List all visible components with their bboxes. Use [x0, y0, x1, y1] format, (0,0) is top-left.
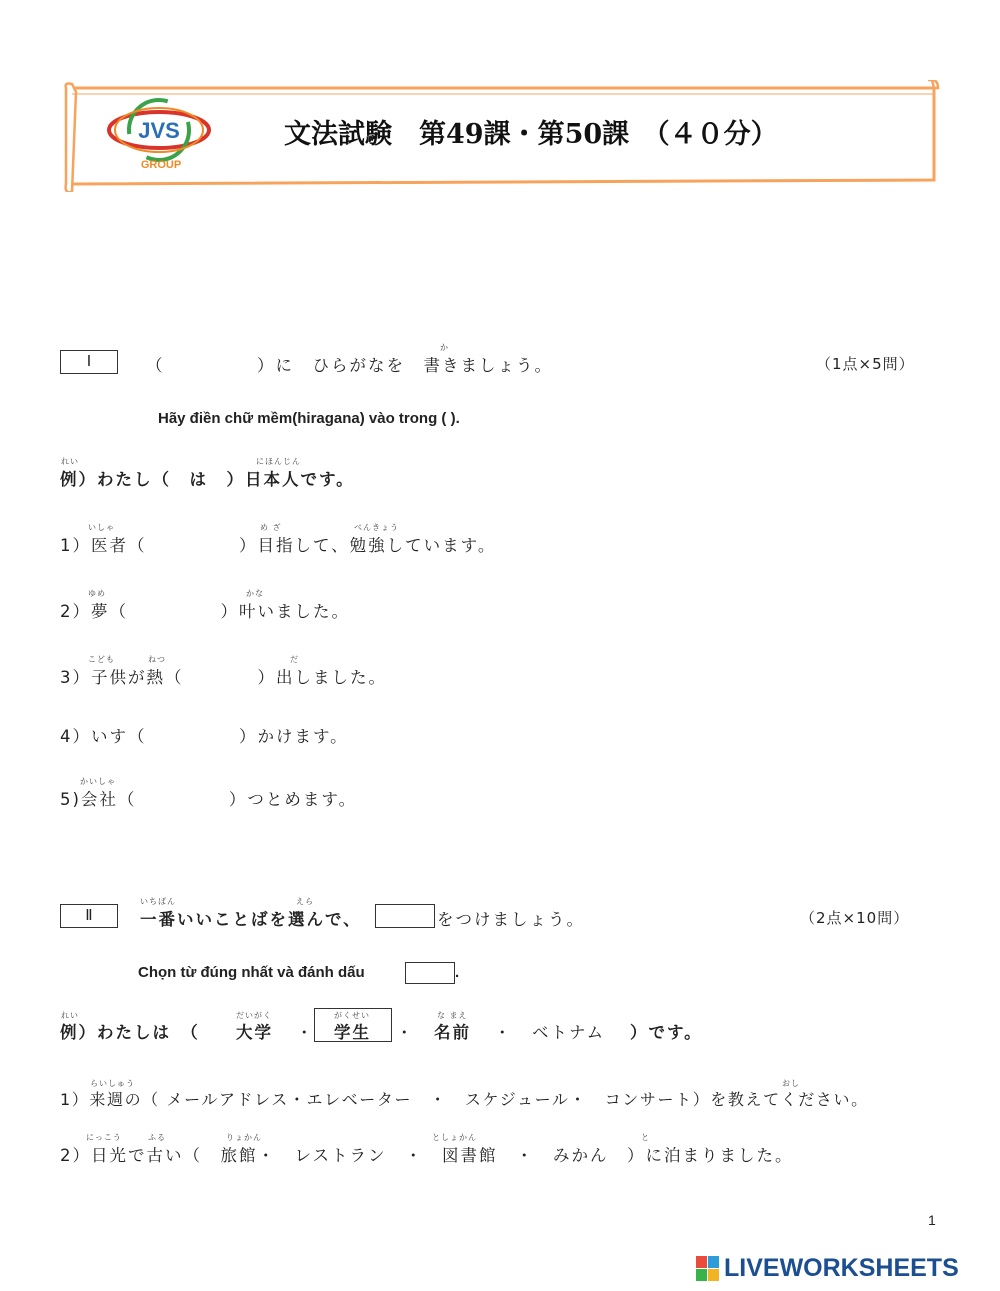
section-2-number: Ⅱ	[60, 904, 118, 928]
ruby: な まえ	[437, 1011, 468, 1020]
ruby-erabu: えら	[296, 897, 314, 906]
section-1-points: （1点×5問）	[816, 355, 915, 373]
example-2-opt3: 名前	[434, 1023, 471, 1042]
section-1-instruction: （ ）に ひらがなを 書きましょう。	[146, 356, 553, 375]
ruby: ねつ	[148, 655, 166, 664]
section-1-number: Ⅰ	[60, 350, 118, 374]
section-1-example: 例）わたし（ は ）日本人です。	[60, 470, 355, 489]
liveworksheets-logo-icon	[696, 1256, 720, 1282]
question-2-1: 1）来週の（ メールアドレス・エレベーター ・ スケジュール・ コンサート）を教えてください。	[60, 1090, 869, 1109]
ruby: れい	[61, 1011, 79, 1020]
example-2-opt4: ベトナム	[532, 1023, 606, 1042]
ruby-nihonjin: にほんじん	[256, 457, 301, 466]
ruby: にっこう	[86, 1133, 122, 1142]
ruby-rei: れい	[61, 457, 79, 466]
ruby: おし	[782, 1079, 800, 1088]
example-2-dot3: ・	[494, 1023, 513, 1042]
ruby: だいがく	[236, 1011, 272, 1020]
mark-box-sample-2	[405, 962, 455, 984]
section-2-instruction-a: 一番いいことばを選んで、	[140, 910, 362, 929]
question-1-1: 1）医者（ ）目指して、勉強しています。	[60, 536, 497, 555]
example-2-opt2: 学生	[334, 1023, 371, 1042]
page-number: 1	[928, 1212, 936, 1228]
ruby: かな	[246, 589, 264, 598]
example-2-prefix: 例）わたしは （	[60, 1023, 200, 1042]
choice-area-2-1[interactable]	[182, 1084, 762, 1108]
section-2-instruction-b: をつけましょう。	[437, 910, 585, 929]
ruby-kaki: か	[440, 343, 449, 352]
ruby: こども	[88, 655, 115, 664]
ruby: め ざ	[260, 523, 282, 532]
ruby: だ	[290, 655, 299, 664]
page-title: 文法試験 第49課・第50課 （４０分）	[284, 119, 778, 150]
example-2-suffix: ）です。	[630, 1023, 703, 1042]
question-1-4: 4）いす（ ）かけます。	[60, 727, 349, 746]
question-1-3: 3）子供が熱（ ）出しました。	[60, 668, 387, 687]
ruby: がくせい	[334, 1011, 370, 1020]
example-2-dot2: ・	[396, 1023, 415, 1042]
question-2-2: 2）日光で古い（ 旅館・ レストラン ・ 図書館 ・ みかん ）に泊まりました。	[60, 1146, 794, 1165]
answer-input-1-4[interactable]	[146, 721, 260, 743]
answer-input-1-3[interactable]	[186, 662, 262, 684]
ruby: としょかん	[432, 1133, 477, 1142]
section-2-vn-instruction: Chọn từ đúng nhất và đánh dấu	[138, 964, 365, 981]
section-1-vn-instruction: Hãy điền chữ mềm(hiragana) vào trong ( ).	[158, 410, 460, 427]
answer-input-1-1[interactable]	[148, 530, 230, 552]
ruby: りょかん	[226, 1133, 262, 1142]
ruby: ゆめ	[88, 589, 106, 598]
example-2-opt1: 大学	[236, 1023, 273, 1042]
ruby: いしゃ	[88, 523, 115, 532]
logo-text: JVS	[138, 118, 180, 143]
question-1-5: 5)会社（ ）つとめます。	[60, 790, 358, 809]
answer-input-1-2[interactable]	[130, 596, 222, 618]
example-2-dot1: ・	[296, 1023, 315, 1042]
mark-box-sample	[375, 904, 435, 928]
ruby: ふる	[148, 1133, 166, 1142]
ruby-ichiban: いちばん	[140, 897, 176, 906]
logo-sub-text: GROUP	[140, 159, 182, 171]
ruby: かいしゃ	[80, 777, 116, 786]
choice-area-2-2[interactable]	[218, 1140, 618, 1164]
ruby: と	[641, 1133, 650, 1142]
answer-input-1-5[interactable]	[136, 784, 232, 806]
section-2-points: （2点×10問）	[800, 909, 910, 927]
question-1-2: 2）夢（ ）叶いました。	[60, 602, 350, 621]
liveworksheets-text: LIVEWORKSHEETS	[724, 1254, 959, 1282]
ruby: らいしゅう	[90, 1079, 135, 1088]
vn-period: .	[455, 964, 460, 981]
liveworksheets-brand[interactable]	[696, 1254, 992, 1284]
jvs-logo	[106, 96, 212, 174]
ruby: べんきょう	[354, 523, 399, 532]
